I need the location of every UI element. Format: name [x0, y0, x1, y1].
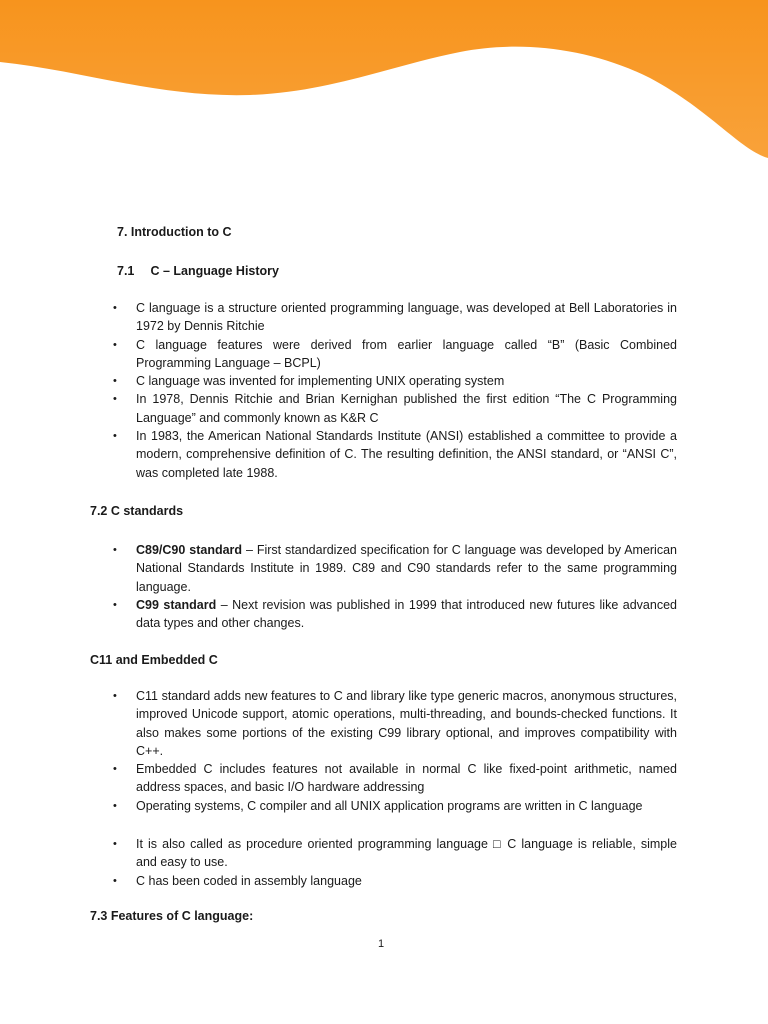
definition: – Next revision was published in 1999 that introduced new futures like advanced data types and other changes.: [136, 597, 677, 631]
list-item: • In 1978, Dennis Ritchie and Brian Kernighan published the first edition “The C Programming Language” and commonly known as K&R C: [136, 390, 677, 427]
c11-bullet-list: [136, 687, 677, 815]
list-item: • C language features were derived from earlier language called “B” (Basic Combined Programming Language – BCPL): [136, 336, 677, 373]
page-number: 1: [378, 938, 385, 950]
c11-heading: C11 and Embedded C: [90, 653, 218, 667]
section-heading-7: 7. Introduction to C: [117, 225, 232, 239]
c11-bullet-list-2: [136, 835, 677, 890]
standards-bullet-list: [136, 541, 677, 632]
list-item: • C language is a structure oriented programming language, was developed at Bell Laboratories in 1972 by Dennis Ritchie: [136, 299, 677, 336]
term: C89/C90 standard: [136, 543, 243, 557]
section-heading-7-3: 7.3 Features of C language:: [90, 909, 254, 923]
list-item: • C11 standard adds new features to C and library like type generic macros, anonymous structures, improved Unicode support, atomic operations, multi-threading, and bounds-checked functions. It also makes some portions of the existing C99 library optional, and improves compatibility with C++.: [136, 687, 677, 760]
list-item: • Embedded C includes features not available in normal C like fixed-point arithmetic, named address spaces, and basic I/O hardware addressing: [136, 760, 677, 797]
list-item: [136, 596, 677, 633]
subsection-heading-7-1: [117, 262, 279, 280]
list-item: • Operating systems, C compiler and all UNIX application programs are written in C language: [136, 797, 677, 815]
list-item: • In 1983, the American National Standards Institute (ANSI) established a committee to provide a modern, comprehensive definition of C. The resulting definition, the ANSI standard, or “ANSI C”, was completed late 1988.: [136, 427, 677, 482]
list-item: • It is also called as procedure oriented programming language □ C language is reliable, simple and easy to use.: [136, 835, 677, 872]
wave-shape: [0, 0, 768, 158]
list-item: [136, 541, 677, 596]
term: C99 standard: [136, 597, 217, 612]
list-item: • C has been coded in assembly language: [136, 872, 677, 890]
list-item: • C language was invented for implementing UNIX operating system: [136, 372, 677, 390]
subsection-title: C – Language History: [150, 264, 279, 278]
definition: – First standardized specification for C language was developed by American National Standards Institute in 1989. C89 and C90 standards refer to the same programming language.: [136, 543, 677, 594]
subsection-number: 7.1: [117, 264, 135, 278]
history-bullet-list: [136, 299, 677, 482]
header-wave-banner: [0, 0, 768, 160]
section-heading-7-2: 7.2 C standards: [90, 504, 184, 518]
